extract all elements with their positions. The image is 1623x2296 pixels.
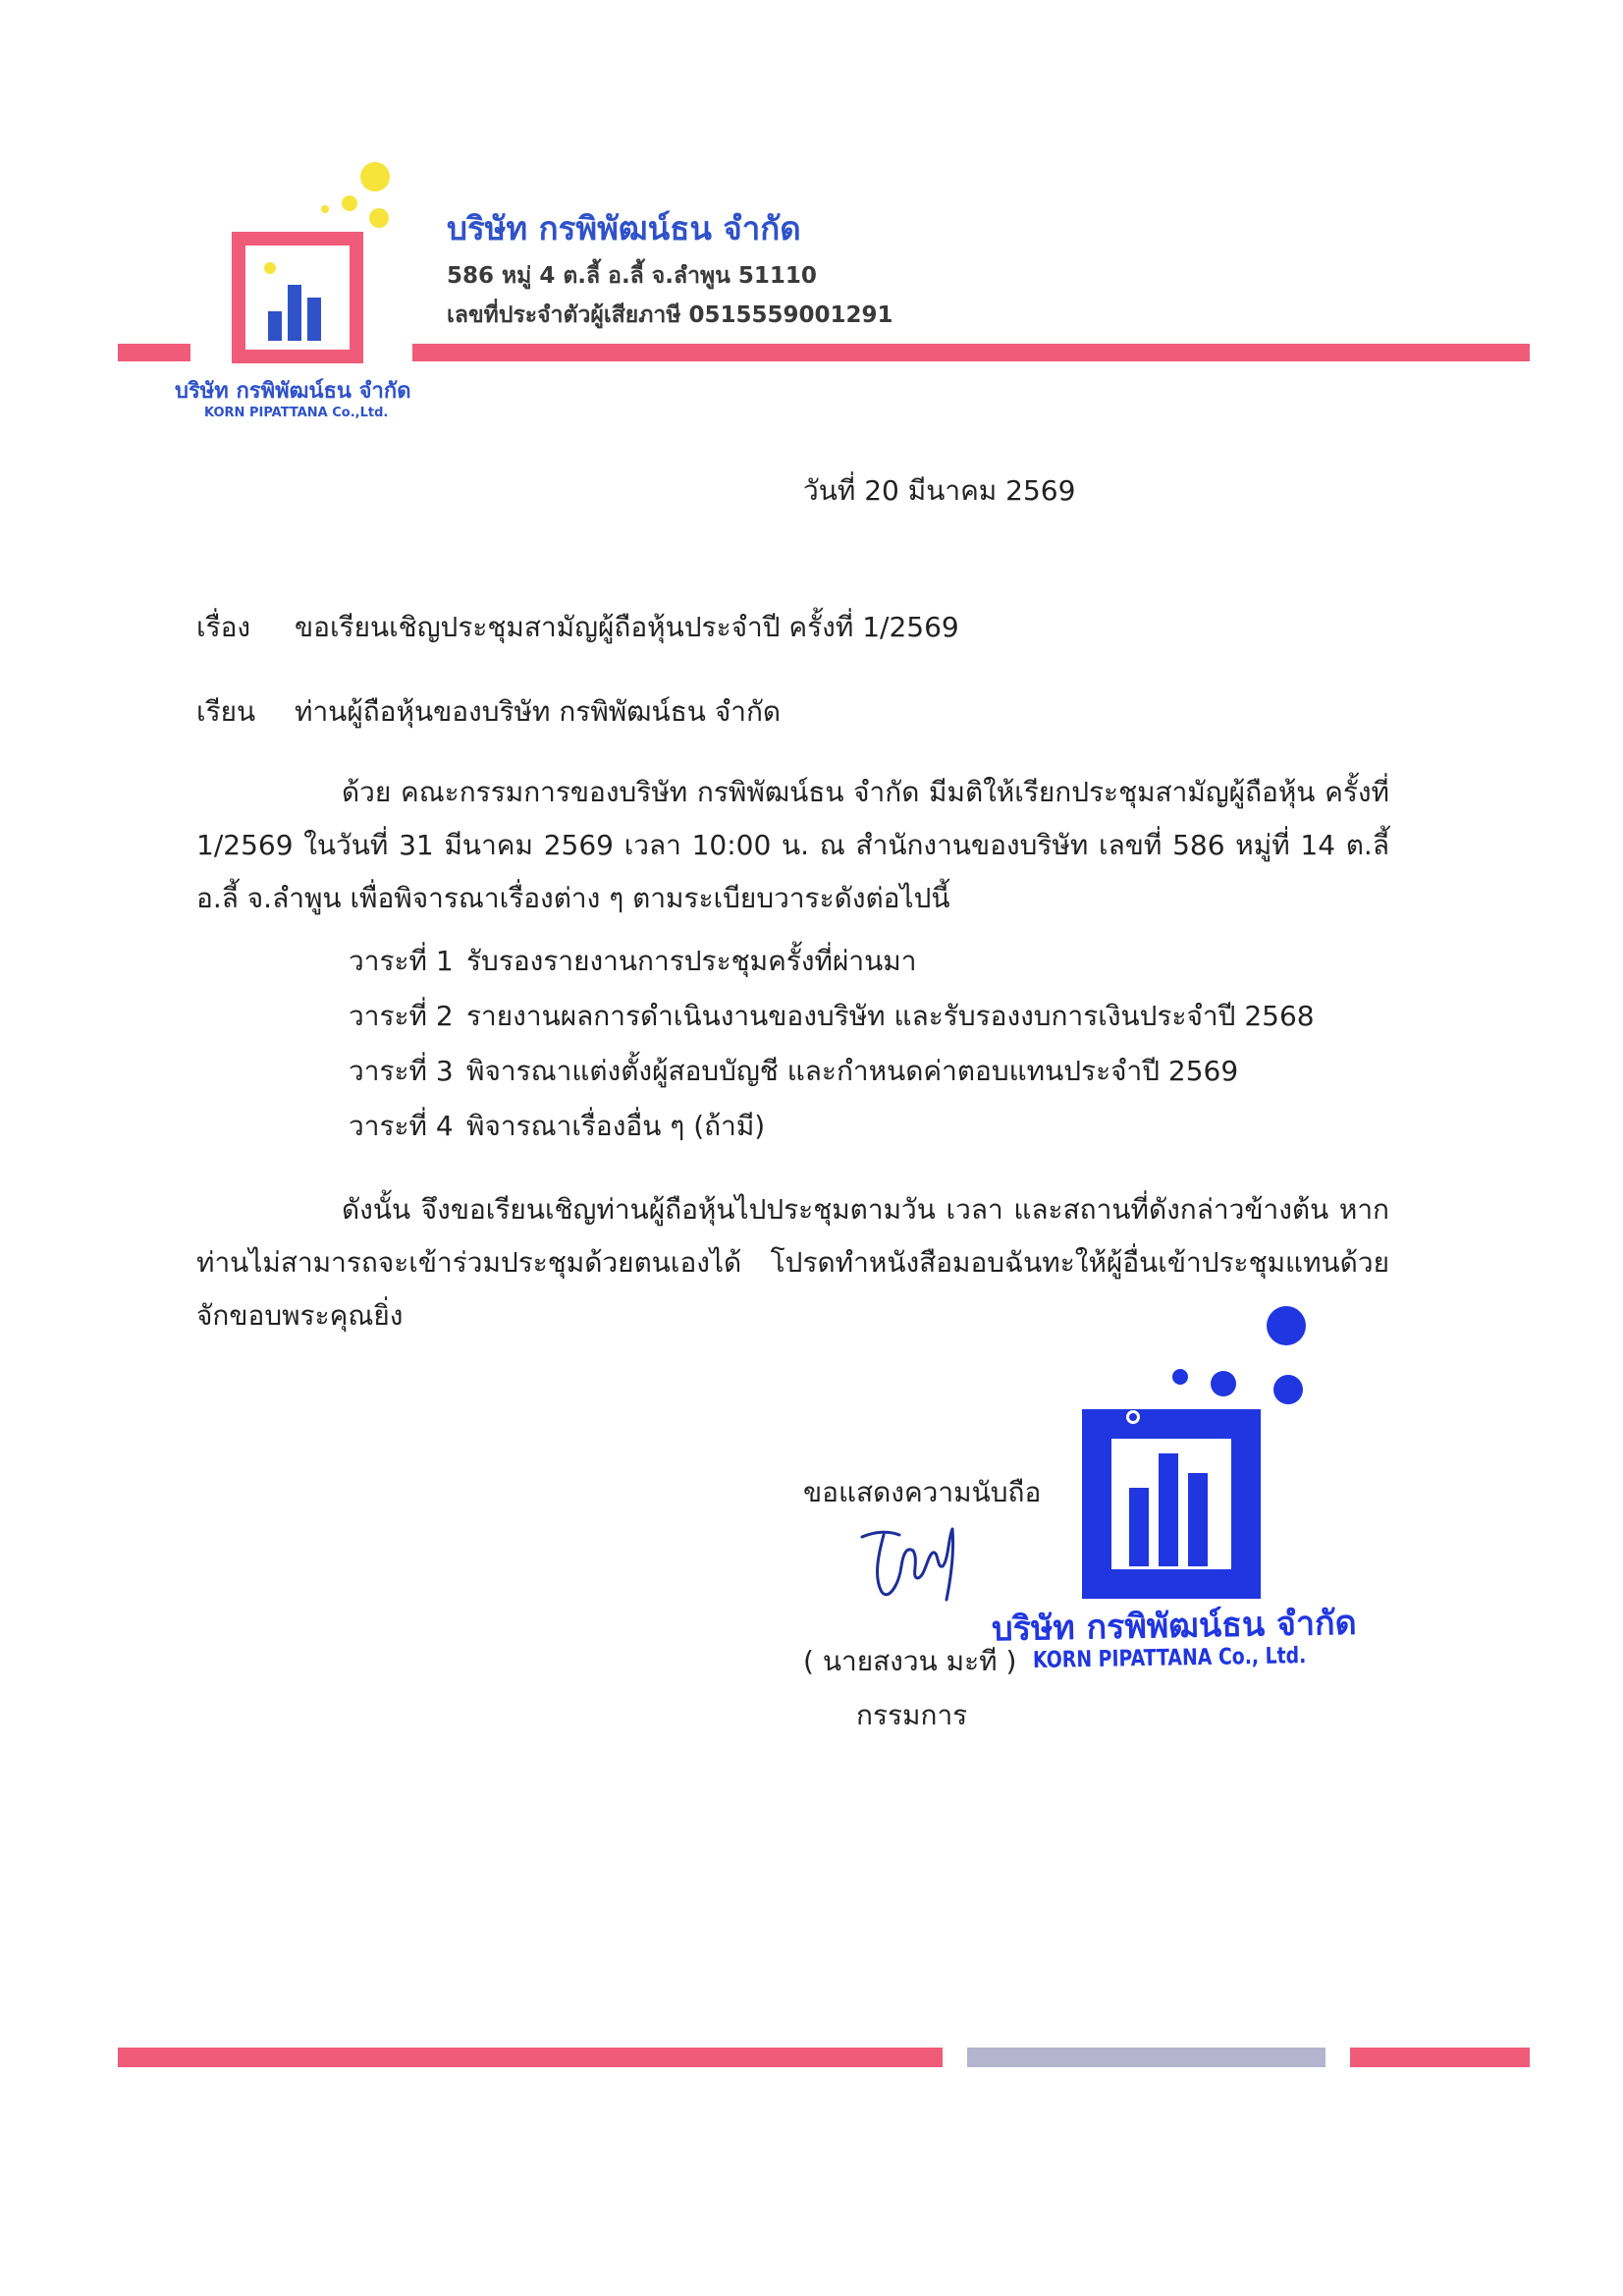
agenda-item bbox=[349, 1105, 765, 1148]
logo-name-en: KORN PIPATTANA Co.,Ltd. bbox=[204, 406, 389, 420]
agenda-text: รายงานผลการดำเนินงานของบริษัท และรับรองงบการเงินประจำปี 2568 bbox=[466, 1000, 1315, 1032]
agenda-item bbox=[349, 995, 1315, 1038]
agenda-text: รับรองรายงานการประชุมครั้งที่ผ่านมา bbox=[466, 945, 917, 977]
header-bar-left bbox=[118, 344, 190, 361]
company-logo bbox=[221, 152, 393, 363]
agenda-number: วาระที่ 2 bbox=[349, 1000, 454, 1032]
subject-text: ขอเรียนเชิญประชุมสามัญผู้ถือหุ้นประจำปี ครั้งที่ 1/2569 bbox=[295, 611, 959, 643]
company-address: 586 หมู่ 4 ต.ลี้ อ.ลี้ จ.ลำพูน 51110 bbox=[447, 263, 817, 289]
agenda-item bbox=[349, 1050, 1238, 1093]
agenda-text: พิจารณาแต่งตั้งผู้สอบบัญชี และกำหนดค่าตอบแทนประจำปี 2569 bbox=[466, 1055, 1239, 1087]
closing-salutation: ขอแสดงความนับถือ bbox=[803, 1476, 1042, 1508]
stamp-building bbox=[1129, 1488, 1149, 1566]
body-paragraph-1 bbox=[196, 766, 1389, 925]
recipient-label: เรียน bbox=[196, 695, 256, 728]
footer-bar-middle bbox=[967, 2048, 1325, 2067]
signer-title: กรรมการ bbox=[856, 1699, 968, 1731]
agenda-item bbox=[349, 940, 916, 983]
signer-name: ( นายสงวน มะที ) bbox=[803, 1645, 1017, 1677]
stamp-dot bbox=[1267, 1306, 1306, 1345]
signature-mark bbox=[854, 1517, 972, 1606]
logo-building bbox=[288, 285, 301, 341]
stamp-building bbox=[1188, 1473, 1208, 1566]
agenda-number: วาระที่ 3 bbox=[349, 1055, 454, 1087]
stamp-dot bbox=[1172, 1369, 1188, 1385]
logo-dot-small bbox=[264, 262, 276, 274]
stamp-dot bbox=[1211, 1371, 1236, 1396]
stamp-name-en: KORN PIPATTANA Co., Ltd. bbox=[1032, 1643, 1307, 1673]
letter-date: วันที่ 20 มีนาคม 2569 bbox=[803, 474, 1076, 507]
logo-dot-small bbox=[321, 205, 329, 213]
body-paragraph-1-text: ด้วย คณะกรรมการของบริษัท กรพิพัฒน์ธน จำกัด มีมติให้เรียกประชุมสามัญผู้ถือหุ้น ครั้งที่ 1/2569 ในวันที่ 31 มีนาคม 2569 เวลา 10:00 น. ณ สำนักงานของบริษัท เลขที่ 586 หมู่ที่ 14 ต.ลี้ อ.ลี้ จ.ลำพูน เพื่อพิจารณาเรื่องต่าง ๆ ตามระเบียบวาระดังต่อไปนี้ bbox=[196, 776, 1389, 914]
agenda-number: วาระที่ 4 bbox=[349, 1110, 454, 1142]
subject-label: เรื่อง bbox=[196, 611, 251, 643]
body-paragraph-2-text: ดังนั้น จึงขอเรียนเชิญท่านผู้ถือหุ้นไปประชุมตามวัน เวลา และสถานที่ดังกล่าวข้างต้น หาก ท่านไม่สามารถจะเข้าร่วมประชุมด้วยตนเองได้ โปรดทำหนังสือมอบฉันทะให้ผู้อื่นเข้าประชุมแทนด้วย จักขอบพระคุณยิ่ง bbox=[196, 1193, 1389, 1332]
logo-building bbox=[268, 311, 282, 341]
logo-dot bbox=[342, 195, 357, 211]
logo-dot-large bbox=[360, 162, 390, 191]
recipient-text: ท่านผู้ถือหุ้นของบริษัท กรพิพัฒน์ธน จำกัด bbox=[295, 695, 782, 728]
header-bar-right bbox=[412, 344, 1530, 361]
logo-name-th: บริษัท กรพิพัฒน์ธน จำกัด bbox=[175, 379, 411, 404]
agenda-number: วาระที่ 1 bbox=[349, 945, 454, 977]
company-stamp bbox=[1070, 1291, 1325, 1615]
logo-building bbox=[307, 298, 321, 341]
stamp-dot bbox=[1273, 1375, 1303, 1404]
company-name: บริษัท กรพิพัฒน์ธน จำกัด bbox=[447, 209, 801, 247]
stamp-name-th: บริษัท กรพิพัฒน์ธน จำกัด bbox=[991, 1603, 1357, 1650]
agenda-text: พิจารณาเรื่องอื่น ๆ (ถ้ามี) bbox=[466, 1110, 766, 1142]
logo-dot bbox=[369, 208, 389, 228]
company-tax-id: เลขที่ประจำตัวผู้เสียภาษี 0515559001291 bbox=[447, 302, 893, 328]
footer-bar-right bbox=[1350, 2048, 1530, 2067]
stamp-dot-inner bbox=[1129, 1413, 1137, 1421]
stamp-building bbox=[1159, 1453, 1178, 1566]
footer-bar-left bbox=[118, 2048, 943, 2067]
